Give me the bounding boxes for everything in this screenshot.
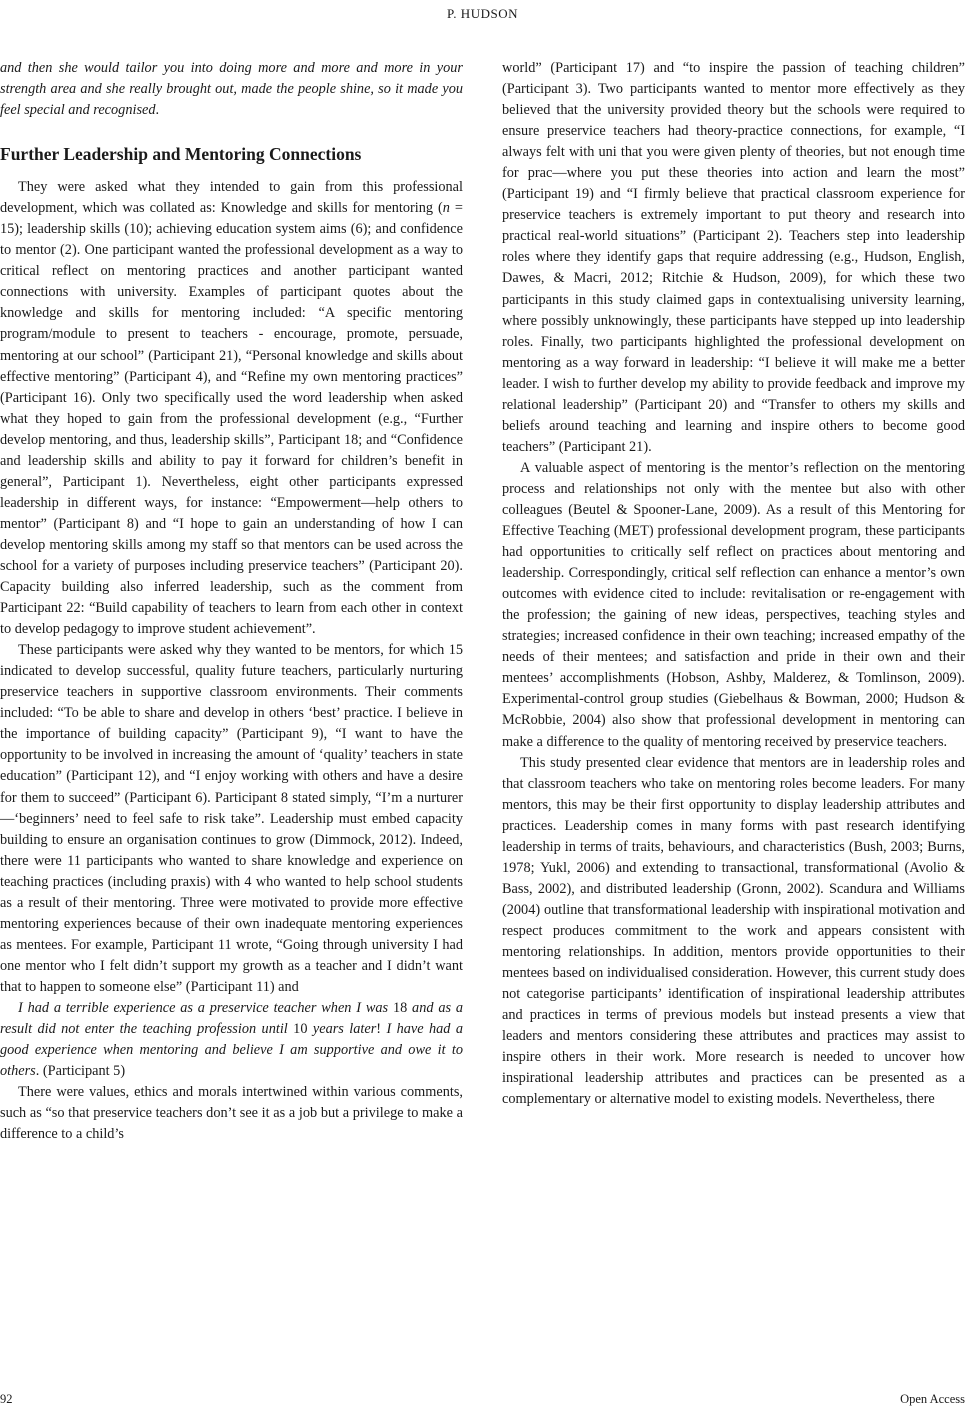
running-head: P. HUDSON — [447, 6, 518, 21]
body-paragraph-2: These participants were asked why they wanted to be mentors, for which 15 indicated to develop successful, quality future teachers, particularly nurturing preservice teachers in supportive classroom environments. Their comments included: “To be able to share and develop in others ‘best’ practice. I believe in the importance of building capacity” (Participant 9), “I want to have the opportunity to be involved in increasing the amount of ‘quality’ teachers in state education” (Participant 12), and “I enjoy working with others and have a desire for them to succeed” (Participant 6). Participant 8 stated simply, “I’m a nurturer—‘beginners’ need to feel safe to risk take”. Leadership must embed capacity building to ensure an organisation continues to grow (Dimmock, 2012). Indeed, there were 11 participants who wanted to share knowledge and experience on teaching practices (including praxis) with 4 who wanted to help school students as a result of their mentoring. Three were motivated to provide more effective mentoring experiences because of their own inadequate mentoring experiences as mentees. For example, Participant 11 wrote, “Going through university I had one mentor who I felt didn’t support my growth as a teacher and I didn’t want that to happen to someone else” (Participant 11) and — [0, 642, 463, 995]
body-paragraph-3: There were values, ethics and morals intertwined within various comments, such as “so that preservice teachers don’t see it as a job but a privilege to make a difference to a child’s — [0, 1084, 463, 1143]
right-column — [502, 58, 965, 1110]
body-paragraph-4: A valuable aspect of mentoring is the mentor’s reflection on the mentoring process and relationships not only with the mentee but also with other colleagues (Beutel & Spooner-Lane, 2009). As a result of this Mentoring for Effective Teaching (MET) professional development program, these participants had opportunities to critically self reflect on practices about mentoring and leadership. Correspondingly, critical self reflection can enhance a mentor’s own outcomes with evidence cited to include: revitalisation or re-engagement with the profession; the gaining of new ideas, perspectives, teaching styles and strategies; increased confidence in their own teaching; increased empathy of the needs of their mentees; and satisfaction and pride in their own and their mentees’ accomplishments (Hobson, Ashby, Malderez, & Tomlinson, 2009). Experimental-control group studies (Giebelhaus & Bowman, 2000; Hudson & McRobbie, 2004) also show that professional development in mentoring can make a difference to the quality of mentoring received by preservice teachers. — [502, 459, 965, 750]
left-column — [0, 58, 463, 1145]
section-heading: Further Leadership and Mentoring Connections — [0, 144, 362, 165]
body-paragraph-1: They were asked what they intended to gain from this professional development, which was collated as: Knowledge and skills for mentoring (n = 15); leadership skills (10); achieving education system aims (6); and confidence to mentor (2). One participant wanted the professional development as a way to critical reflect on mentoring practices and another participant wanted connections with university. Examples of participant quotes about the knowledge and skills for mentoring included: “A specific mentoring program/module to present to teachers - encourage, promote, persuade, mentoring at our school” (Participant 21), “Personal knowledge and skills about effective mentoring” (Participant 4), and “Refine my own mentoring practices” (Participant 16). Only two specifically used the word leadership when asked what they hoped to gain from the professional development (e.g., “Further develop mentoring, and thus, leadership skills”, Participant 18; and “Confidence and leadership skills and ability to pay it forward for children’s benefit in general”, Participant 1). Nevertheless, eight other participants expressed leadership in different ways, for instance: “Empowerment—help others to mentor” (Participant 8) and “I hope to gain an understanding of how I can develop mentoring skills among my staff so that mentors can be used across the school for a variety of purposes including preservice teachers” (Participant 20). Capacity building also inferred leadership, such as the comment from Participant 22: “Build capability of teachers to learn from each other in context to develop pedagogy to improve student achievement”. — [0, 179, 463, 638]
body-paragraph-5: This study presented clear evidence that mentors are in leadership roles and that classroom teachers who take on mentoring roles become leaders. For many mentors, this may be their first opportunity to display leadership attributes and practices. Leadership comes in many forms with past research identifying leadership in terms of traits, behaviours, and characteristics (Bush, 2003; Burns, 1978; Yukl, 2006) and extending to transactional, transformational (Avolio & Bass, 2002), and distributed leadership (Gronn, 2002). Scandura and Williams (2004) outline that transformational leadership with inspirational motivation and respect produces commitment to the work and appears consistent with mentoring relationships. In addition, mentors provide opportunities to their mentees based on individualised consideration. However, this current study does not categorise participants’ identification of inspirational leadership attributes and practices in terms of previous models but instead presents a view that leaders and mentors considering these attributes and practices may assist to inspire others in their work. More research is needed to uncover how inspirational leadership attributes and practices can be presented as a complementary or alternative model to existing models. Nevertheless, there — [502, 754, 965, 1108]
page-number: 92 — [0, 1392, 13, 1406]
continued-paragraph: world” (Participant 17) and “to inspire the passion of teaching children” (Participant 3). Two participants wanted to mentor more effectively as they believed that the university provided theory but the schools were required to ensure preservice teachers had theory-practice connections, for example, “I always felt with uni that you were given plenty of theories, but not enough time for prac—where you put these theories into action and learn the most” (Participant 19) and “I firmly believe that practical classroom experience for preservice teachers is extremely important to put theory and research into practical real-world situations” (Participant 2). Teachers step into leadership roles where they identify gaps that require addressing (e.g., Hudson, English, Dawes, & Macri, 2012; Ritchie & Hudson, 2009), for which these two participants in this study claimed gaps in contextualising university learning, where possibly unknowingly, these participants have stepped up into leadership roles. Finally, two participants highlighted the professional development on mentoring as a way forward in leadership: “I believe it will make me a better leader. I wish to further develop my ability to provide feedback and improve my relational leadership” (Participant 20) and “Transfer to others my skills and beliefs around teaching and learning and inspire others to become good teachers” (Participant 21). — [502, 60, 965, 455]
intro-quote-paragraph: and then she would tailor you into doing more and more and more in your strength area and she really brought out, made the people shine, so it made you feel special and recognised. — [0, 60, 463, 119]
publisher-label: Open Access — [900, 1392, 965, 1406]
block-quote: I had a terrible experience as a preservice teacher when I was 18 and as a result did not enter the teaching profession until 10 years later! I have had a good experience when mentoring and believe I am supportive and owe it to others. (Participant 5) — [0, 999, 464, 1080]
